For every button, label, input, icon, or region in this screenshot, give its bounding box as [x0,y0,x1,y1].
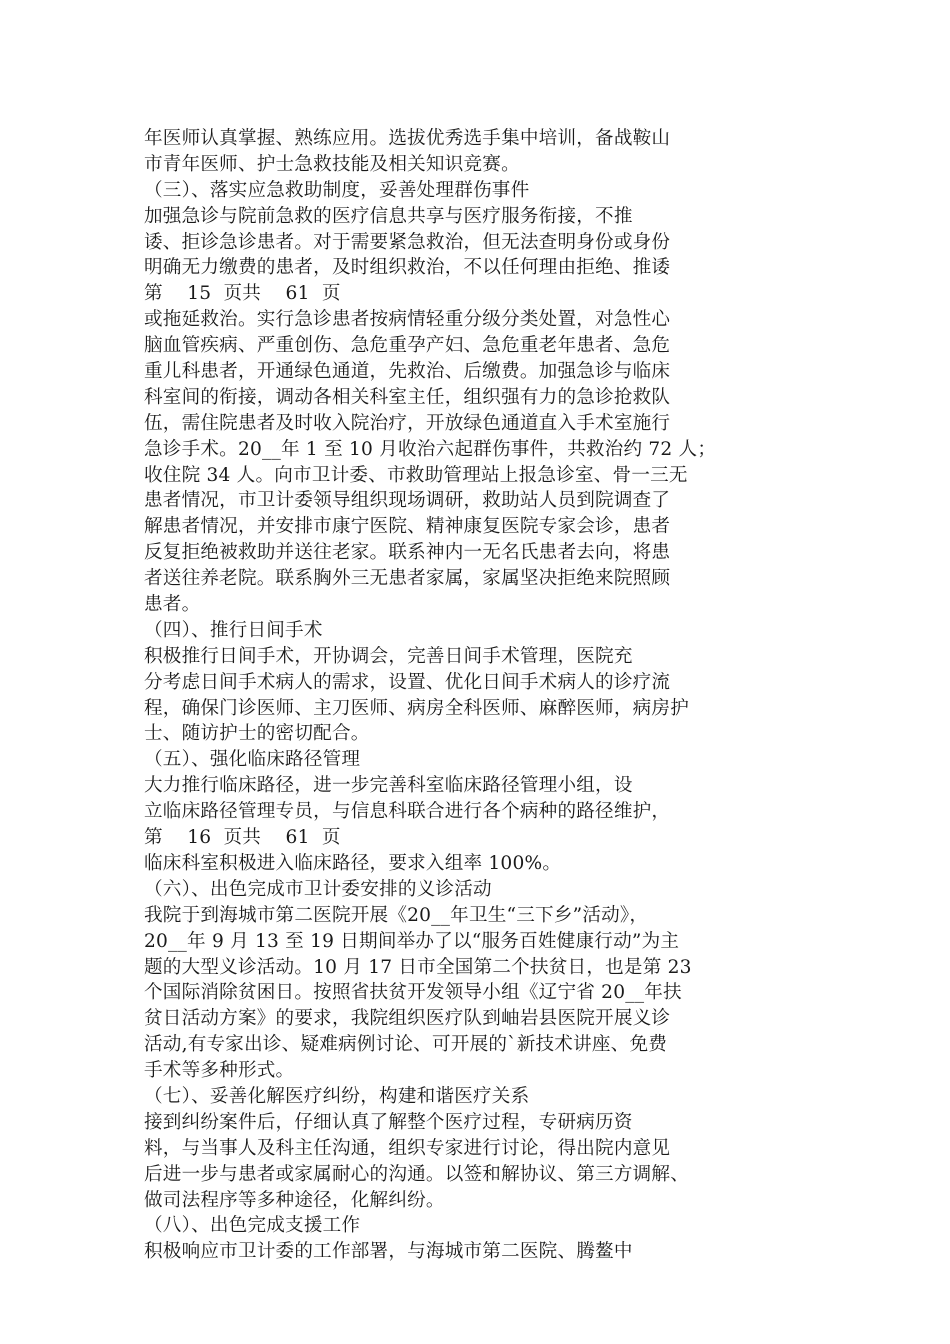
text-line: 积极响应市卫计委的工作部署，与海城市第二医院、腾鳌中 [144,1241,633,1263]
text-line: 临床科室积极进入临床路径，要求入组率 100%。 [144,852,562,874]
text-line: （五）、强化临床路径管理 [144,749,361,771]
text-line: 伍，需住院患者及时收入院治疗，开放绿色通道直入手术室施行 [144,412,671,434]
text-line: 市青年医师、护士急救技能及相关知识竞赛。 [144,153,520,175]
text-line: 贫日活动方案》的要求，我院组织医疗队到岫岩县医院开展义诊 [144,1008,671,1030]
text-line: 患者。 [144,594,201,616]
text-line: 加强急诊与院前急救的医疗信息共享与医疗服务衔接，不推 [144,205,633,227]
text-line: 诿、拒诊急诊患者。对于需要紧急救治，但无法查明身份或身份 [144,231,671,253]
text-line: （八）、出色完成支援工作 [144,1215,361,1237]
text-line: 程，确保门诊医师、主刀医师、病房全科医师、麻醉医师，病房护 [144,697,690,719]
text-line: 题的大型义诊活动。10 月 17 日市全国第二个扶贫日，也是第 23 [144,956,692,978]
text-line: 科室间的衔接，调动各相关科室主任，组织强有力的急诊抢救队 [144,386,671,408]
text-line: 重儿科患者，开通绿色通道，先救治、后缴费。加强急诊与临床 [144,361,671,383]
text-line: 20__年 9 月 13 至 19 日期间举办了以“服务百姓健康行动”为主 [144,930,680,952]
text-line: 手术等多种形式。 [144,1060,295,1082]
text-line: 年医师认真掌握、熟练应用。选拔优秀选手集中培训，备战鞍山 [144,128,671,149]
text-line: 个国际消除贫困日。按照省扶贫开发领导小组《辽宁省 20__年扶 [144,982,682,1004]
text-line: （三）、落实应急救助制度，妥善处理群伤事件 [144,179,530,201]
text-line: 大力推行临床路径，进一步完善科室临床路径管理小组，设 [144,775,633,797]
text-line: 我院于到海城市第二医院开展《20__年卫生“三下乡”活动》， [144,904,649,926]
text-line: （四）、推行日间手术 [144,619,323,641]
text-line: 反复拒绝被救助并送往老家。联系神内一无名氏患者去向，将患 [144,542,671,564]
text-line: 者送往养老院。联系胸外三无患者家属，家属坚决拒绝来院照顾 [144,568,671,590]
text-line: 士、随访护士的密切配合。 [144,723,370,745]
text-line: 第 15 页共 61 页 [144,283,341,305]
text-line: 明确无力缴费的患者，及时组织救治，不以任何理由拒绝、推诿 [144,257,671,279]
text-line: 积极推行日间手术，开协调会，完善日间手术管理，医院充 [144,645,633,667]
document-body [144,126,764,1265]
text-line: 急诊手术。20__年 1 至 10 月收治六起群伤事件，共救治约 72 人； [144,438,717,460]
text-line: （七）、妥善化解医疗纠纷，构建和谐医疗关系 [144,1085,530,1107]
text-line: 活动,有专家出诊、疑难病例讨论、可开展的`新技术讲座、免费 [144,1034,668,1056]
text-line: 立临床路径管理专员，与信息科联合进行各个病种的路径维护， [144,801,671,823]
text-line: 料，与当事人及科主任沟通，组织专家进行讨论，得出院内意见 [144,1137,671,1159]
text-line: （六）、出色完成市卫计委安排的义诊活动 [144,878,492,900]
text-line: 第 16 页共 61 页 [144,827,341,849]
text-line: 解患者情况，并安排市康宁医院、精神康复医院专家会诊，患者 [144,516,671,538]
text-line: 脑血管疾病、严重创伤、急危重孕产妇、急危重老年患者、急危 [144,335,671,357]
text-line: 做司法程序等多种途径，化解纠纷。 [144,1189,445,1211]
text-line: 分考虑日间手术病人的需求，设置、优化日间手术病人的诊疗流 [144,671,671,693]
text-line: 接到纠纷案件后，仔细认真了解整个医疗过程，专研病历资 [144,1111,633,1133]
text-line: 或拖延救治。实行急诊患者按病情轻重分级分类处置，对急性心 [144,309,671,331]
text-line: 收住院 34 人。向市卫计委、市救助管理站上报急诊室、骨一三无 [144,464,688,486]
text-line: 患者情况，市卫计委领导组织现场调研，救助站人员到院调查了 [144,490,671,512]
text-line: 后进一步与患者或家属耐心的沟通。以签和解协议、第三方调解、 [144,1163,690,1185]
